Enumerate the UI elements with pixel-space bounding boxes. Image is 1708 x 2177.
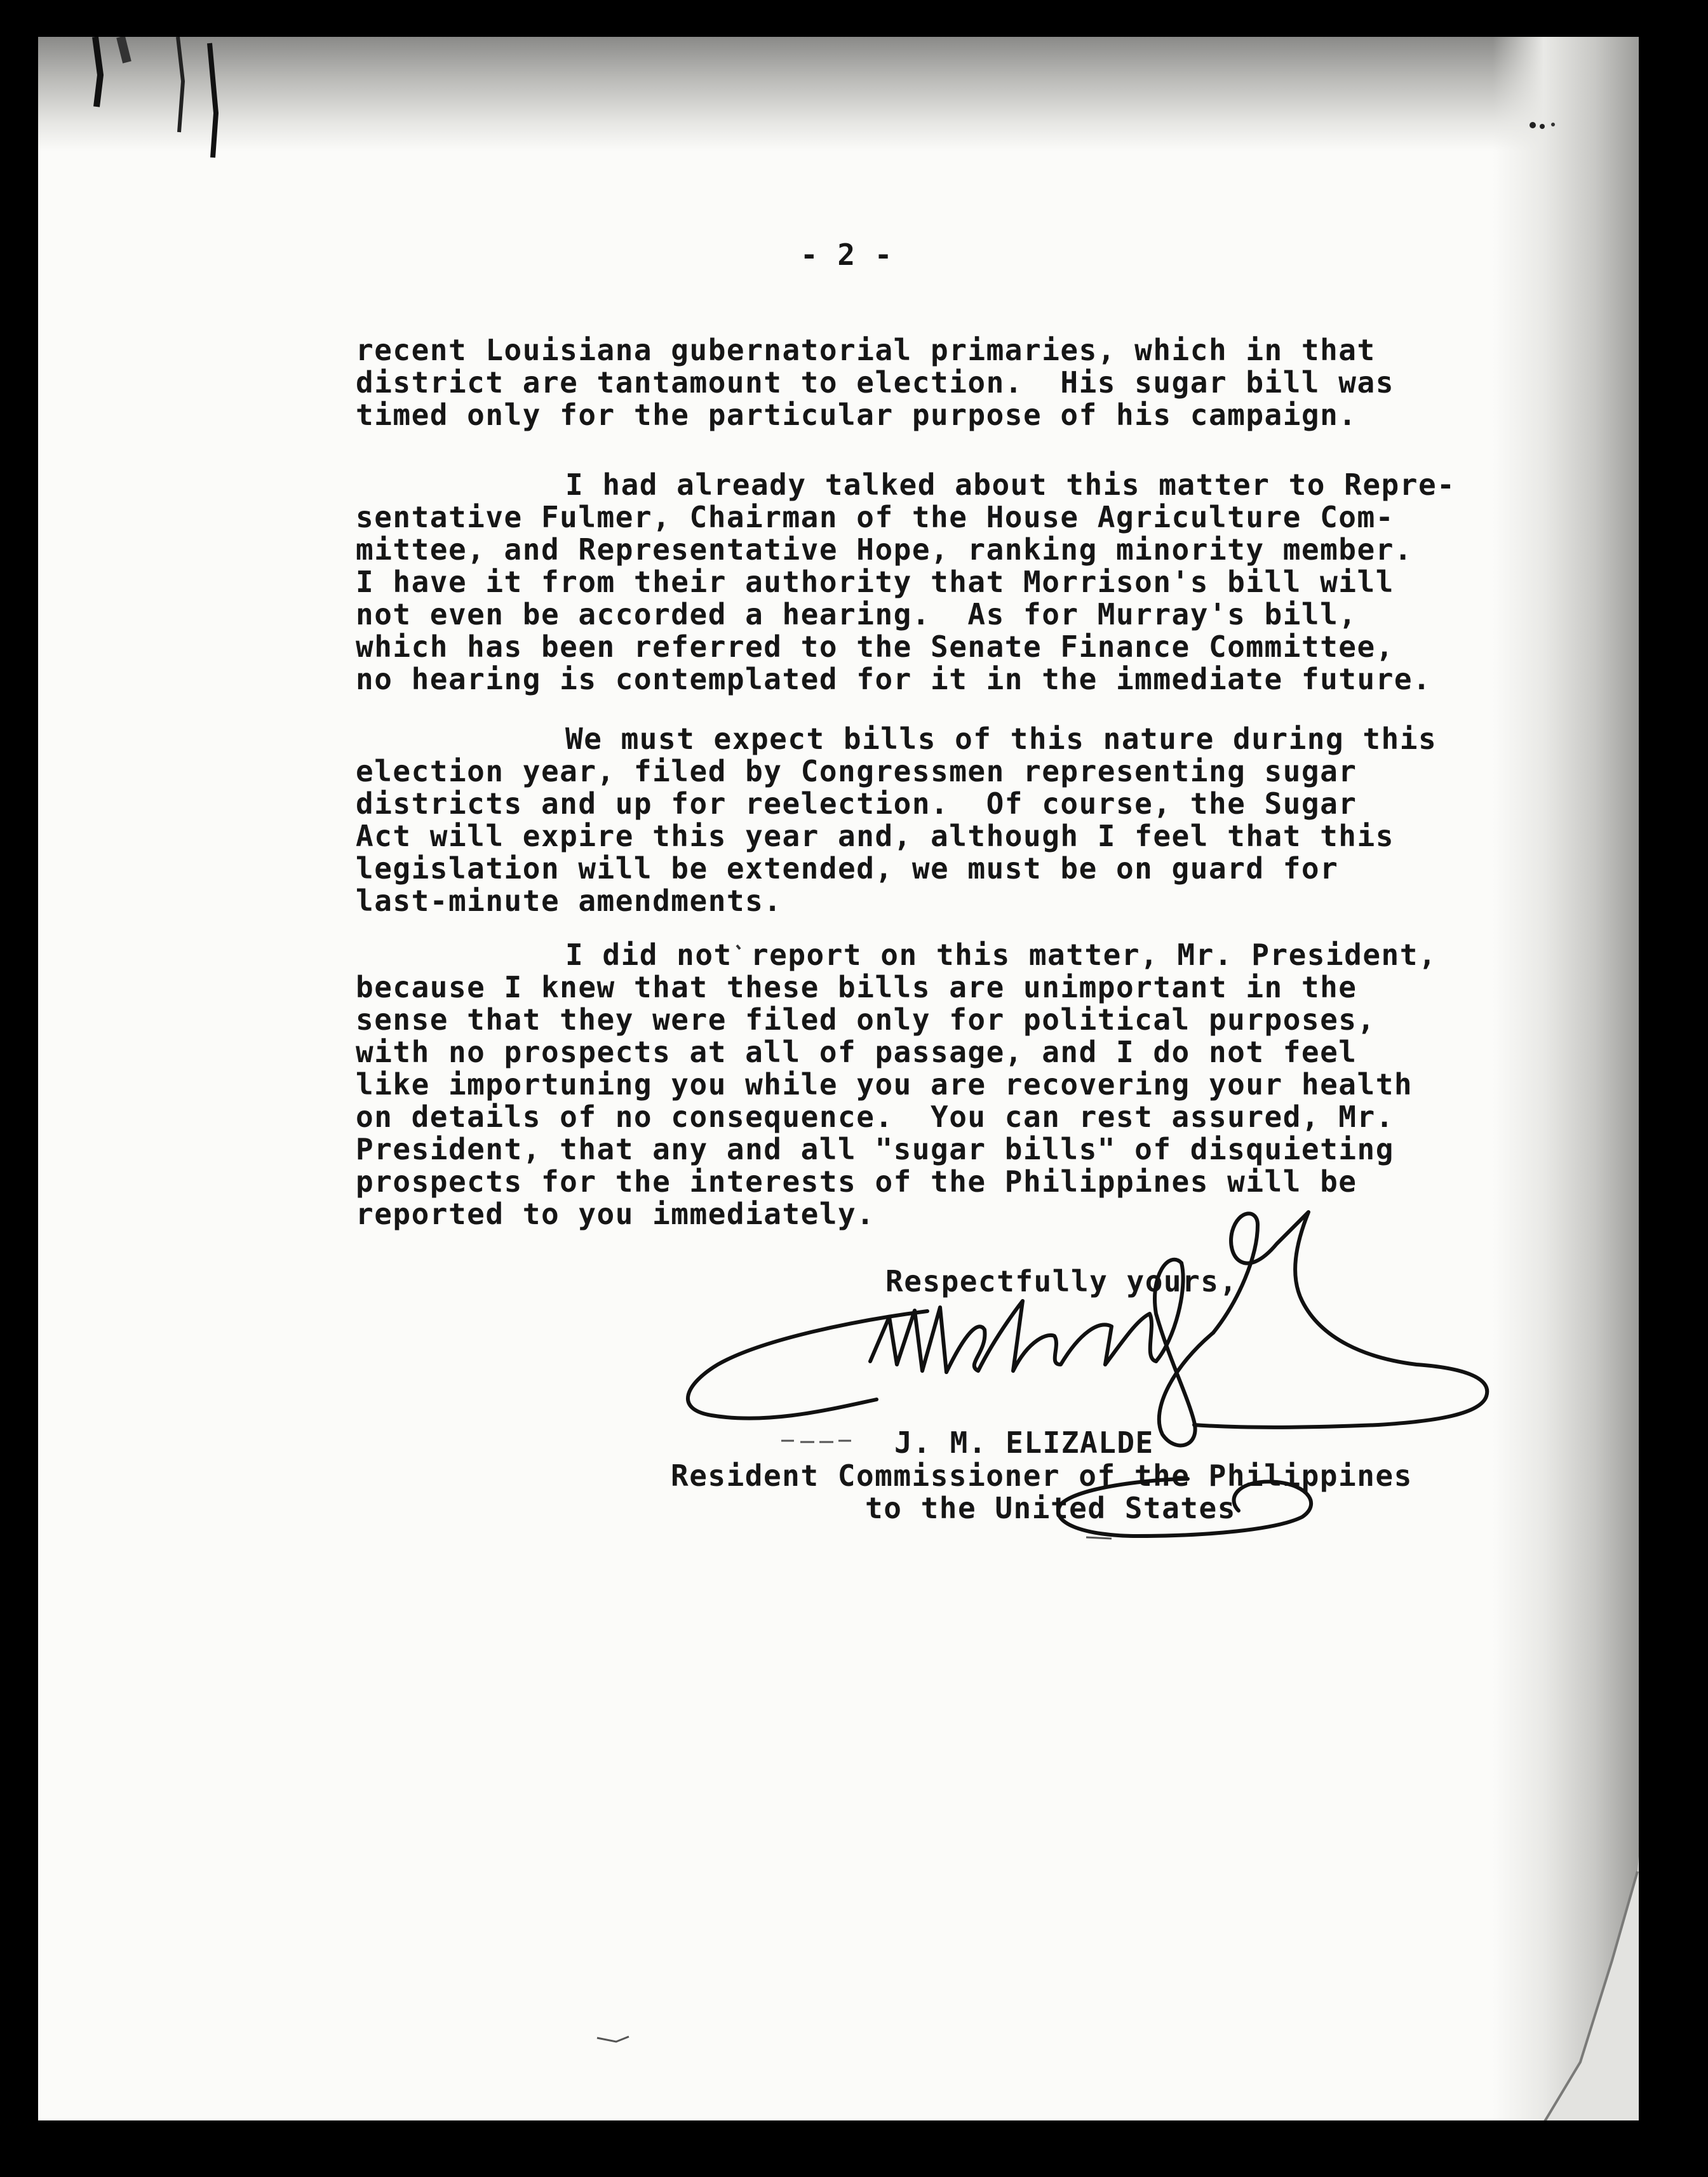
- paragraph-3: [356, 723, 1563, 917]
- text-line: timed only for the particular purpose of his campaign.: [356, 398, 1357, 432]
- handwritten-signature: [667, 1206, 1505, 1561]
- text-line: districts and up for reelection. Of course, the Sugar: [356, 786, 1357, 821]
- signer-title-line-2: to the United States: [865, 1491, 1236, 1525]
- letter-body: [38, 37, 1639, 2120]
- text-line: legislation will be extended, we must be on guard for: [356, 851, 1339, 886]
- text-line: recent Louisiana gubernatorial primaries, which in that: [356, 333, 1376, 367]
- text-line: I have it from their authority that Morrison's bill will: [356, 565, 1394, 599]
- text-line: no hearing is contemplated for it in the immediate future.: [356, 662, 1432, 696]
- text-line: like importuning you while you are recovering your health: [356, 1067, 1413, 1102]
- paragraph-4: [356, 939, 1563, 1230]
- text-line: sentative Fulmer, Chairman of the House Agriculture Com-: [356, 500, 1394, 534]
- text-line: I had already talked about this matter to Repre-: [565, 468, 1456, 502]
- text-line: district are tantamount to election. His sugar bill was: [356, 365, 1394, 400]
- signer-name: J. M. ELIZALDE: [894, 1425, 1154, 1460]
- text-line: prospects for the interests of the Philippines will be: [356, 1164, 1357, 1199]
- signer-title-line-1: Resident Commissioner of the Philippines: [671, 1459, 1413, 1493]
- page-number: - 2 -: [800, 238, 893, 272]
- complimentary-closing: Respectfully yours,: [885, 1264, 1238, 1298]
- text-line: mittee, and Representative Hope, ranking minority member.: [356, 532, 1413, 567]
- text-line: not even be accorded a hearing. As for Murray's bill,: [356, 597, 1357, 631]
- text-line: sense that they were filed only for political purposes,: [356, 1002, 1376, 1037]
- text-line: election year, filed by Congressmen representing sugar: [356, 754, 1357, 788]
- text-line: last-minute amendments.: [356, 884, 783, 918]
- text-line: I did not report on this matter, Mr. President,: [565, 938, 1437, 972]
- document-page: [38, 37, 1639, 2120]
- paragraph-1: [356, 334, 1563, 431]
- text-line: We must expect bills of this nature during this: [565, 722, 1437, 756]
- text-line: with no prospects at all of passage, and I do not feel: [356, 1035, 1357, 1069]
- paragraph-2: [356, 469, 1563, 696]
- text-line: on details of no consequence. You can rest assured, Mr.: [356, 1100, 1394, 1134]
- text-line: because I knew that these bills are unimportant in the: [356, 970, 1357, 1004]
- text-line: which has been referred to the Senate Finance Committee,: [356, 630, 1394, 664]
- text-line: Act will expire this year and, although I feel that this: [356, 819, 1394, 853]
- text-line: President, that any and all "sugar bills" of disquieting: [356, 1132, 1394, 1166]
- text-line: reported to you immediately.: [356, 1197, 875, 1231]
